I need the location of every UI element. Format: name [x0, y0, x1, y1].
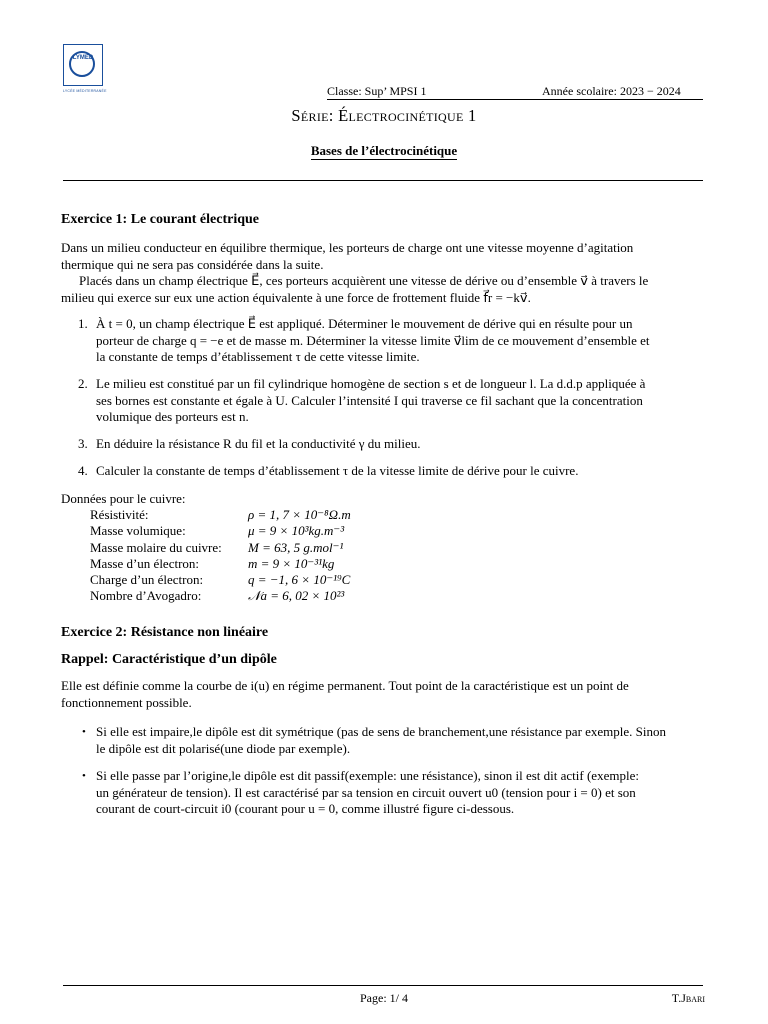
- exercise-2-intro: [61, 678, 703, 711]
- data-label: Masse volumique:: [90, 523, 186, 539]
- bullet-icon: •: [82, 726, 86, 738]
- intro-line: Placés dans un champ électrique E⃗, ces porteurs acquièrent une vitesse de dérive ou d’ensemble v⃗ à travers le: [79, 273, 649, 288]
- bullet-icon: •: [82, 770, 86, 782]
- list-item: En déduire la résistance R du fil et la conductivité γ du milieu.: [96, 436, 421, 451]
- data-label: Charge d’un électron:: [90, 572, 204, 588]
- exercise-1-intro: [61, 240, 703, 306]
- item-number: 2.: [78, 376, 88, 391]
- footer-rule: [63, 985, 703, 986]
- header-rule: [327, 99, 703, 100]
- page-title: Série: Électrocinétique 1: [291, 106, 477, 125]
- table-row: [90, 588, 351, 604]
- data-label: Masse molaire du cuivre:: [90, 539, 222, 555]
- data-label: Masse d’un électron:: [90, 555, 200, 571]
- data-title: Données pour le cuivre:: [61, 491, 186, 506]
- intro-line: Elle est définie comme la courbe de i(u) en régime permanent. Tout point de la caractéristique est un point de: [61, 678, 629, 693]
- table-row: [90, 507, 351, 523]
- table-row: [90, 523, 351, 539]
- list-item: Si elle est impaire,le dipôle est dit symétrique (pas de sens de branchement,une résistance par exemple. Sinon le dipôle est dit polarisé(une diode par exemple).: [96, 724, 667, 756]
- rappel-heading: Rappel: Caractéristique d’un dipôle: [61, 652, 277, 667]
- intro-line: milieu qui exerce sur eux une action équivalente à une force de frottement fluide f⃗r = −kv⃗.: [61, 289, 531, 305]
- logo-text: LYMED: [72, 55, 94, 61]
- intro-line: thermique qui ne sera pas considérée dans la suite.: [61, 256, 324, 272]
- data-value: q = −1, 6 × 10⁻¹⁹C: [248, 572, 351, 588]
- title-rule: [63, 180, 703, 181]
- item-number: 4.: [78, 463, 88, 478]
- item-number: 3.: [78, 436, 88, 451]
- school-year: Année scolaire: 2023 − 2024: [542, 84, 681, 98]
- exercise-2-heading: Exercice 2: Résistance non linéaire: [61, 625, 269, 640]
- data-value: ρ = 1, 7 × 10⁻⁸Ω.m: [248, 507, 351, 522]
- table-row: [90, 556, 351, 572]
- page-number: Page: 1/ 4: [360, 991, 408, 1005]
- list-item: Calculer la constante de temps d’établissement τ de la vitesse limite de dérive pour le cuivre.: [96, 463, 579, 478]
- class-label: Classe: Sup’ MPSI 1: [327, 84, 427, 98]
- list-item: Le milieu est constitué par un fil cylindrique homogène de section s et de longueur l. La d.d.p appliquée à ses bornes est constante et égale à U. Calculer l’intensité I qui traverse ce fil sachant que la concentration volumique des porteurs est n.: [96, 376, 646, 424]
- page-subtitle: Bases de l’électrocinétique: [310, 143, 458, 158]
- data-value: m = 9 × 10⁻³¹kg: [248, 555, 335, 571]
- data-label: Nombre d’Avogadro:: [90, 588, 202, 604]
- data-value: μ = 9 × 10³kg.m⁻³: [248, 523, 345, 539]
- item-number: 1.: [78, 316, 88, 331]
- list-item: À t = 0, un champ électrique E⃗ est appliqué. Déterminer le mouvement de dérive qui en résulte pour un porteur de charge q = −e et de masse m. Déterminer la vitesse limite v⃗lim de ce mouvement d’ensemble et la constante de temps d’établissement τ de cette vitesse limite.: [96, 316, 650, 364]
- author-name: T.Jbari: [671, 991, 705, 1005]
- data-label: Résistivité:: [90, 507, 149, 522]
- data-value: 𝒩a = 6, 02 × 10²³: [248, 588, 345, 604]
- exercise-1-heading: Exercice 1: Le courant électrique: [61, 212, 260, 227]
- logo-subtext: LYCÉE MÉDITERRANÉE: [63, 89, 107, 93]
- table-row: [90, 572, 351, 588]
- list-item: Si elle passe par l’origine,le dipôle est dit passif(exemple: une résistance), sinon il est dit actif (exemple: un générateur de tension). Il est caractérisé par sa tension en circuit ouvert u0 (tension pour i = 0) et son courant de court-circuit i0 (courant pour u = 0, comme illustré figure ci-dessous.: [96, 768, 639, 816]
- copper-data-table: [90, 507, 351, 605]
- table-row: [90, 540, 351, 556]
- intro-line: fonctionnement possible.: [61, 694, 192, 710]
- intro-line: Dans un milieu conducteur en équilibre thermique, les porteurs de charge ont une vitesse moyenne d’agitation: [61, 240, 634, 255]
- data-value: M = 63, 5 g.mol⁻¹: [248, 539, 344, 555]
- school-logo: [63, 44, 103, 86]
